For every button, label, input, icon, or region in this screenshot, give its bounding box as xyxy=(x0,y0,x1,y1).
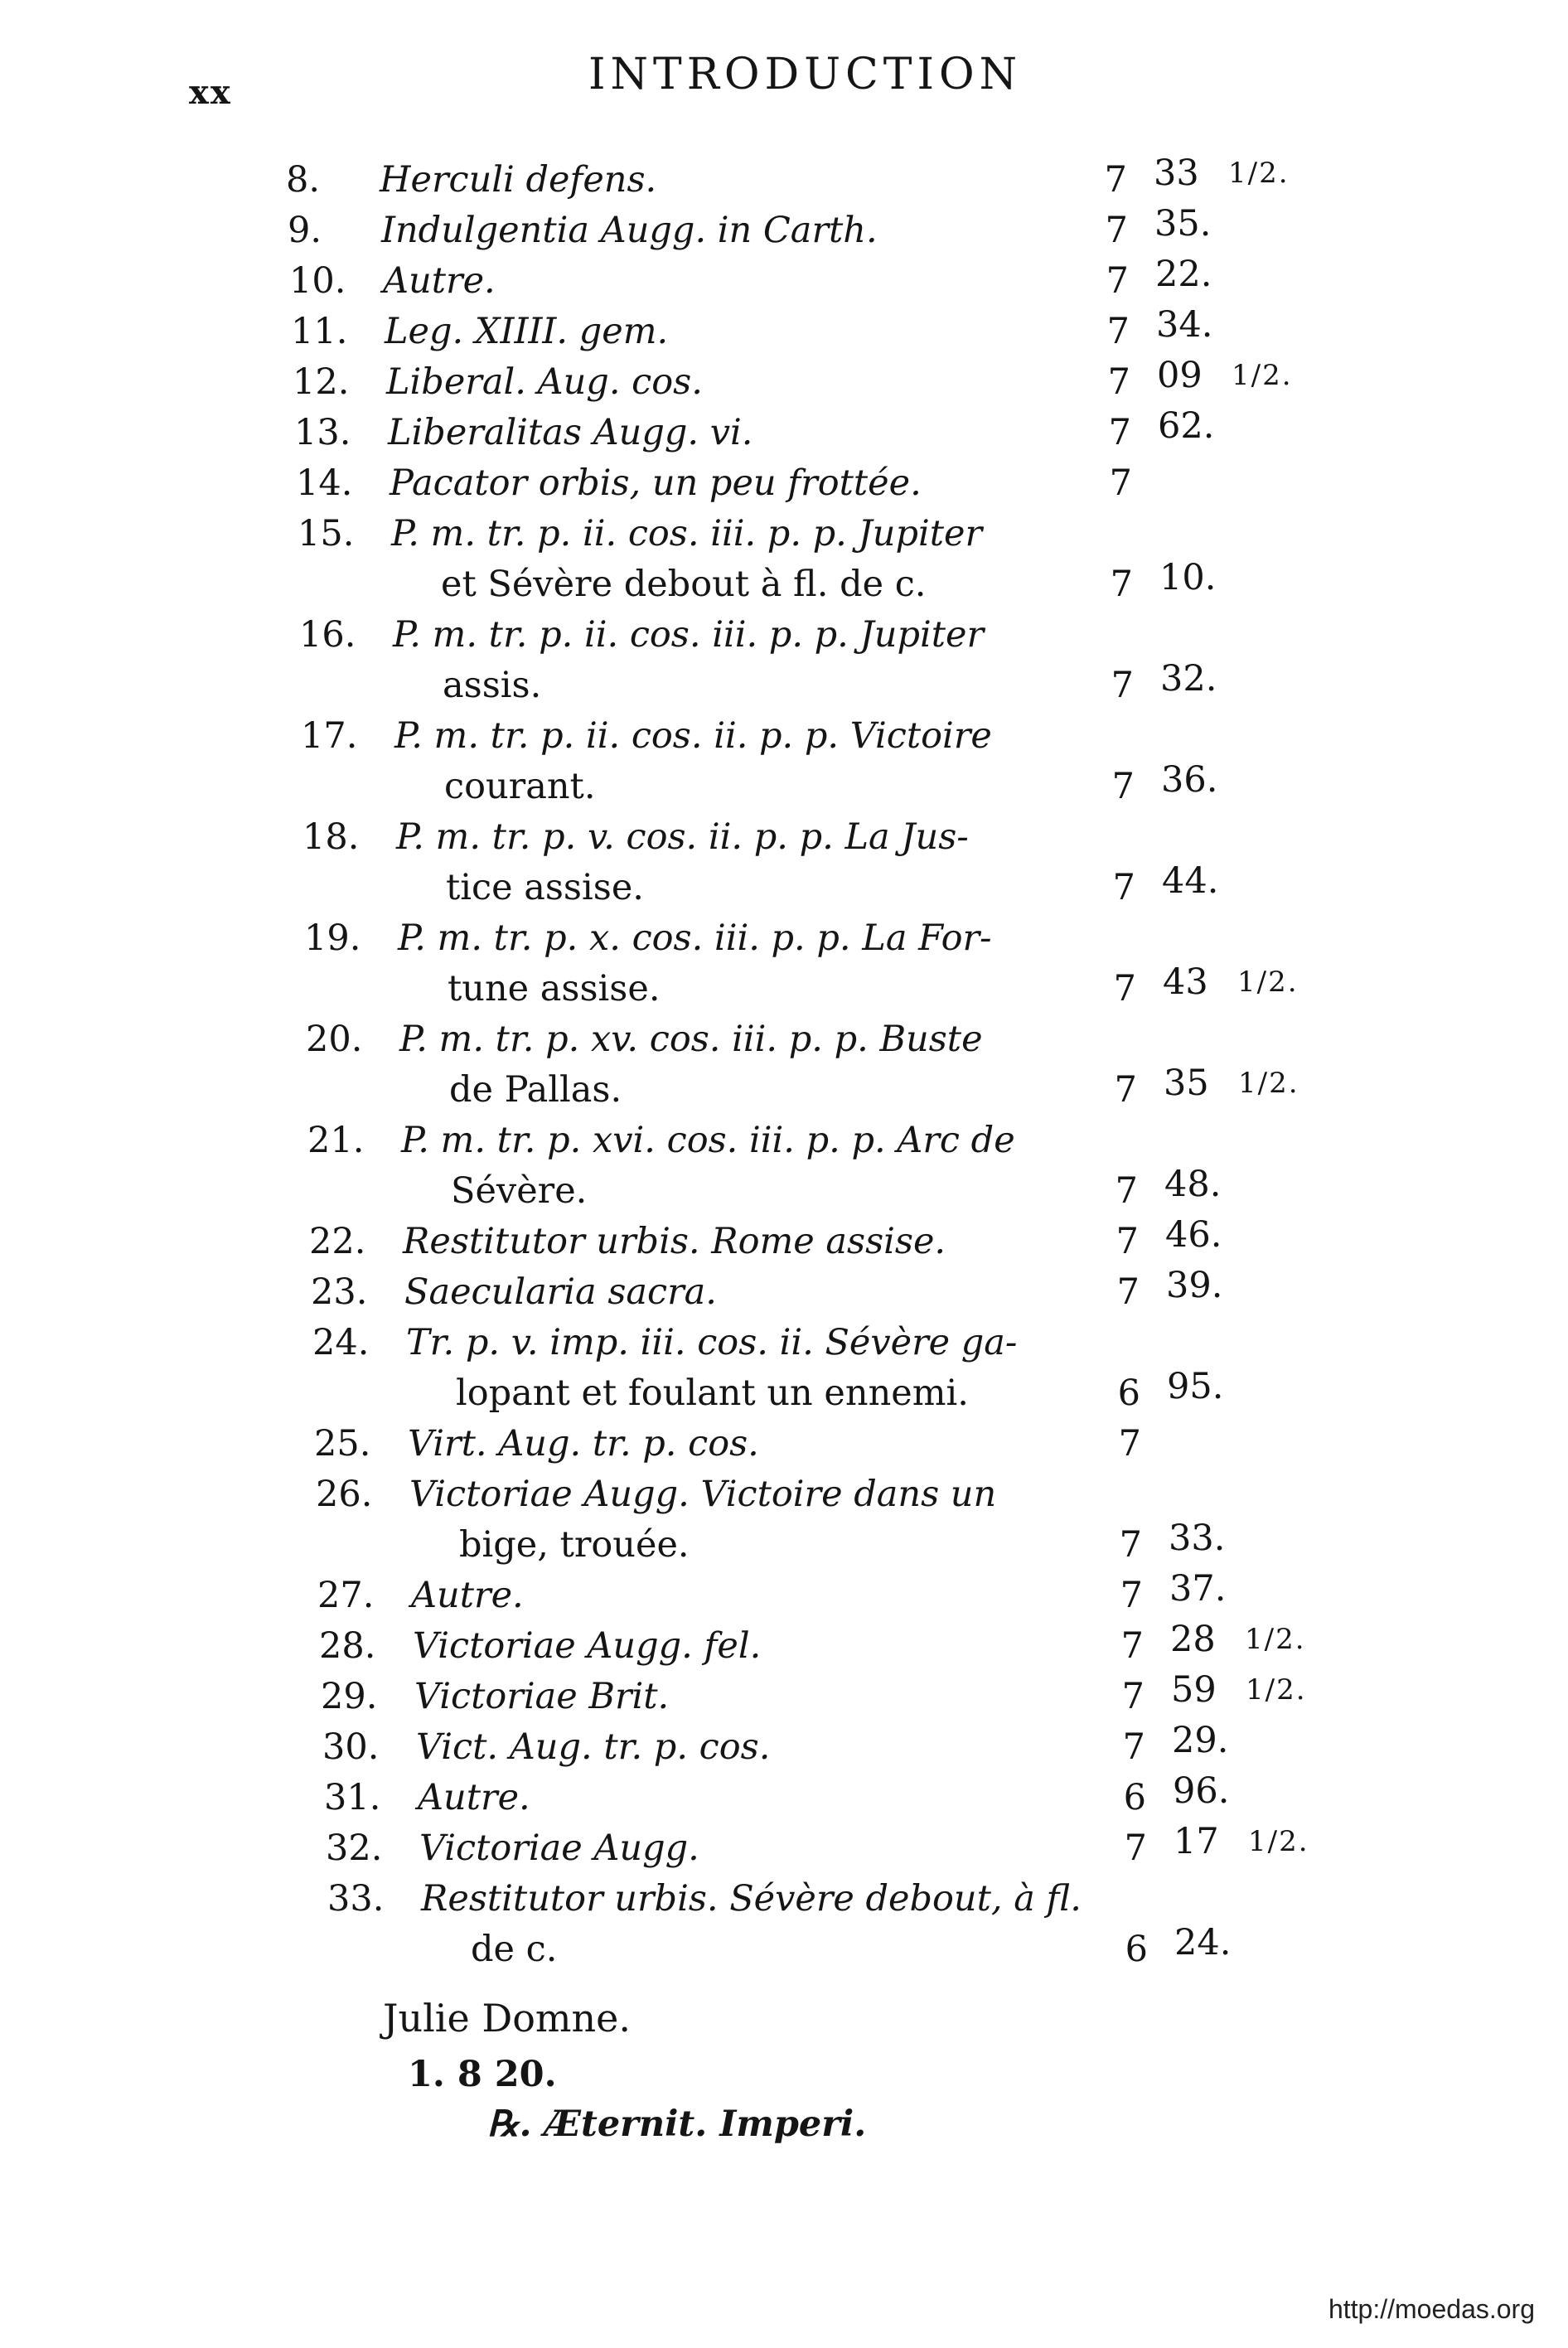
entry-number: 10. xyxy=(289,260,346,302)
entry-value-grains: 7 xyxy=(1109,462,1132,504)
entry-value-grains: 7 xyxy=(1104,159,1127,201)
entry-value-fraction: 1/2. xyxy=(1237,966,1299,999)
entry-value-grains: 7 xyxy=(1120,1575,1143,1616)
entry-value-weight: 48. xyxy=(1164,1164,1222,1205)
entry-value-weight: 62. xyxy=(1158,405,1215,447)
entry-value-grains: 7 xyxy=(1114,1069,1137,1111)
entry-number: 31. xyxy=(324,1777,381,1818)
entry-legend: Liberalitas Augg. vi. xyxy=(388,412,753,453)
entry-legend: Victoriae Augg. fel. xyxy=(413,1625,762,1667)
entry-value-fraction: 1/2. xyxy=(1232,359,1293,392)
entry-value-grains: 7 xyxy=(1105,210,1128,251)
entry-value-grains: 7 xyxy=(1122,1726,1145,1768)
entry-value-grains: 7 xyxy=(1108,412,1131,453)
entry-legend: Victoriae Brit. xyxy=(414,1676,670,1717)
entry-value-grains: 7 xyxy=(1113,968,1136,1009)
entry-value-weight: 33. xyxy=(1169,1518,1226,1559)
entry-value-weight: 35. xyxy=(1154,203,1212,244)
entry-legend: Indulgentia Augg. in Carth. xyxy=(381,210,878,251)
entry-legend: P. m. tr. p. xvi. cos. iii. p. p. Arc de xyxy=(401,1120,1015,1161)
julie-entry: 1. 8 20. xyxy=(408,2054,557,2095)
entry-value-grains: 7 xyxy=(1116,1221,1139,1262)
entry-legend: Autre. xyxy=(418,1777,530,1818)
entry-legend: Restitutor urbis. Sévère debout, à fl. xyxy=(421,1878,1082,1920)
entry-legend-continued: courant. xyxy=(444,766,596,807)
entry-value-weight: 35 xyxy=(1164,1063,1209,1104)
entry-value-grains: 7 xyxy=(1107,361,1130,403)
entry-legend-continued: tice assise. xyxy=(446,867,644,908)
entry-legend: Saecularia sacra. xyxy=(404,1271,717,1313)
entry-number: 17. xyxy=(301,715,358,757)
entry-value-grains: 7 xyxy=(1111,665,1134,706)
entry-value-grains: 7 xyxy=(1110,564,1133,605)
entry-number: 27. xyxy=(317,1575,375,1616)
entry-value-grains: 6 xyxy=(1123,1777,1146,1818)
entry-value-weight: 09 xyxy=(1157,355,1203,396)
entry-number: 8. xyxy=(286,159,321,201)
entry-number: 11. xyxy=(291,311,348,352)
entry-legend: Victoriae Augg. Victoire dans un xyxy=(409,1474,997,1515)
entry-value-grains: 7 xyxy=(1112,867,1135,908)
entry-legend: P. m. tr. p. ii. cos. ii. p. p. Victoire xyxy=(394,715,992,757)
entry-legend-continued: assis. xyxy=(443,665,542,706)
entry-number: 22. xyxy=(309,1221,366,1262)
entry-number: 30. xyxy=(322,1726,380,1768)
entry-value-weight: 29. xyxy=(1172,1720,1229,1761)
entry-value-grains: 7 xyxy=(1121,1676,1145,1717)
running-title: INTRODUCTION xyxy=(588,50,1023,99)
entry-value-weight: 46. xyxy=(1165,1214,1222,1256)
entry-legend: Leg. XIIII. gem. xyxy=(385,311,669,352)
entry-value-weight: 10. xyxy=(1159,557,1217,598)
entry-legend: Herculi defens. xyxy=(380,159,657,201)
entry-value-grains: 7 xyxy=(1106,311,1130,352)
entry-legend: Victoriae Augg. xyxy=(419,1828,699,1869)
entry-number: 13. xyxy=(294,412,351,453)
entry-value-weight: 96. xyxy=(1173,1770,1230,1812)
entry-number: 14. xyxy=(296,462,353,504)
entry-value-grains: 7 xyxy=(1120,1625,1144,1667)
entry-legend-continued: Sévère. xyxy=(451,1170,588,1212)
entry-value-weight: 28 xyxy=(1170,1619,1216,1660)
entry-value-weight: 59 xyxy=(1171,1669,1217,1711)
entry-legend: Virt. Aug. tr. p. cos. xyxy=(408,1423,759,1464)
entry-value-grains: 6 xyxy=(1117,1372,1140,1414)
entry-value-grains: 7 xyxy=(1116,1271,1140,1313)
entry-number: 19. xyxy=(304,917,361,959)
entry-legend: Autre. xyxy=(411,1575,524,1616)
entry-legend: Vict. Aug. tr. p. cos. xyxy=(416,1726,771,1768)
entry-value-weight: 32. xyxy=(1160,658,1217,700)
entry-value-weight: 39. xyxy=(1166,1265,1223,1306)
entry-value-fraction: 1/2. xyxy=(1246,1673,1307,1707)
entry-value-weight: 17 xyxy=(1174,1821,1219,1862)
entry-value-grains: 7 xyxy=(1124,1828,1147,1869)
entry-number: 15. xyxy=(298,513,355,554)
entry-value-grains: 7 xyxy=(1111,766,1135,807)
entry-number: 33. xyxy=(327,1878,385,1920)
entry-number: 21. xyxy=(307,1120,365,1161)
entry-legend: Autre. xyxy=(383,260,496,302)
entry-legend: P. m. tr. p. x. cos. iii. p. p. La For- xyxy=(398,917,992,959)
entry-value-grains: 7 xyxy=(1115,1170,1138,1212)
entry-value-weight: 44. xyxy=(1162,860,1219,902)
entry-value-fraction: 1/2. xyxy=(1245,1623,1306,1656)
entry-value-fraction: 1/2. xyxy=(1238,1067,1299,1100)
entry-number: 32. xyxy=(326,1828,383,1869)
entry-legend: Restitutor urbis. Rome assise. xyxy=(403,1221,946,1262)
entry-value-fraction: 1/2. xyxy=(1248,1825,1309,1858)
entry-value-weight: 95. xyxy=(1167,1366,1224,1407)
entry-number: 18. xyxy=(302,816,360,858)
entry-legend: P. m. tr. p. xv. cos. iii. p. p. Buste xyxy=(399,1019,983,1060)
entry-legend-continued: et Sévère debout à fl. de c. xyxy=(441,564,927,605)
source-url: http://moedas.org xyxy=(1328,2294,1535,2324)
entry-number: 9. xyxy=(288,210,322,251)
entry-value-fraction: 1/2. xyxy=(1228,157,1290,190)
entry-value-weight: 33 xyxy=(1154,152,1199,194)
entry-legend-continued: lopant et foulant un ennemi. xyxy=(456,1372,969,1414)
entry-legend-continued: bige, trouée. xyxy=(459,1524,690,1566)
entry-value-weight: 34. xyxy=(1156,304,1213,346)
entry-number: 24. xyxy=(312,1322,370,1363)
entry-legend: Liberal. Aug. cos. xyxy=(386,361,703,403)
entry-value-grains: 7 xyxy=(1119,1524,1142,1566)
entry-number: 20. xyxy=(306,1019,363,1060)
page-number: xx xyxy=(189,73,232,112)
entry-legend: P. m. tr. p. v. cos. ii. p. p. La Jus- xyxy=(396,816,969,858)
entry-legend-continued: tune assise. xyxy=(448,968,661,1009)
entry-number: 16. xyxy=(299,614,356,656)
entry-legend-continued: de c. xyxy=(471,1929,558,1970)
entry-number: 29. xyxy=(321,1676,378,1717)
julie-reverse-legend: ℞. Æternit. Imperi. xyxy=(487,2104,867,2145)
entry-value-grains: 7 xyxy=(1118,1423,1141,1464)
entry-value-weight: 36. xyxy=(1161,759,1218,801)
entry-number: 23. xyxy=(311,1271,368,1313)
entry-number: 26. xyxy=(316,1474,373,1515)
entry-value-grains: 7 xyxy=(1106,260,1129,302)
entry-number: 12. xyxy=(293,361,350,403)
entry-legend: P. m. tr. p. ii. cos. iii. p. p. Jupiter xyxy=(393,614,985,656)
entry-value-weight: 22. xyxy=(1155,254,1212,295)
entry-value-grains: 6 xyxy=(1125,1929,1148,1970)
section-heading-julie-domne: Julie Domne. xyxy=(383,1996,631,2041)
entry-legend-continued: de Pallas. xyxy=(449,1069,622,1111)
entry-legend: Pacator orbis, un peu frottée. xyxy=(390,462,922,504)
entry-number: 28. xyxy=(319,1625,376,1667)
entry-number: 25. xyxy=(314,1423,371,1464)
entry-value-weight: 43 xyxy=(1163,961,1208,1003)
entry-value-weight: 37. xyxy=(1169,1568,1227,1610)
entry-legend: Tr. p. v. imp. iii. cos. ii. Sévère ga- xyxy=(406,1322,1018,1363)
entry-legend: P. m. tr. p. ii. cos. iii. p. p. Jupiter xyxy=(391,513,983,554)
entry-value-weight: 24. xyxy=(1174,1922,1232,1963)
